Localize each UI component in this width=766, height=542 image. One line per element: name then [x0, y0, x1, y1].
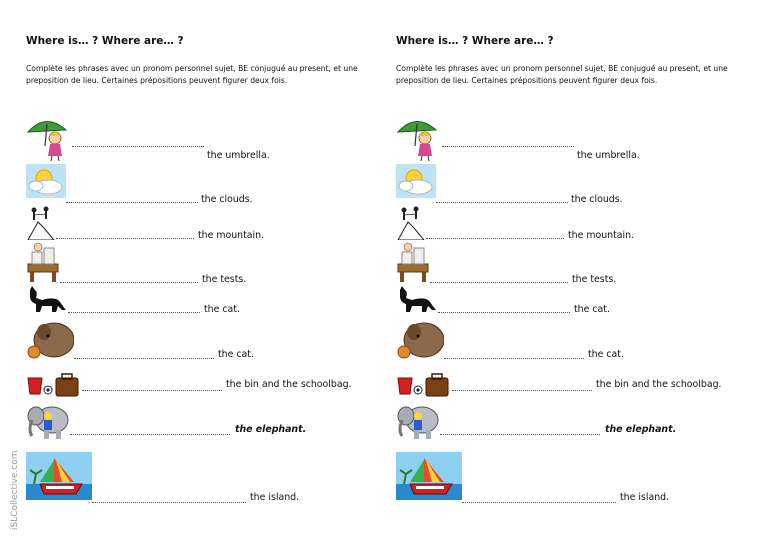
answer-text: the bin and the schoolbag. — [226, 379, 352, 390]
girl-umbrella-icon — [26, 116, 72, 162]
exercise-row — [0, 164, 370, 204]
answer-blank[interactable] — [462, 502, 616, 503]
answer-blank[interactable] — [82, 390, 222, 391]
worksheet-instructions: Complète les phrases avec un pronom personnel sujet, BE conjugué au present, et une preposition de lieu. Certaines prépositions peuvent figurer deux fois. — [396, 64, 728, 85]
student-desk-tests-icon — [26, 242, 60, 282]
answer-blank[interactable] — [444, 358, 584, 359]
answer-text: the mountain. — [198, 230, 265, 241]
bin-ball-schoolbag-icon — [26, 372, 80, 398]
sun-clouds-icon — [26, 164, 66, 198]
answer-blank[interactable] — [56, 238, 194, 239]
student-desk-tests-icon — [396, 242, 430, 282]
girl-umbrella-icon — [396, 116, 442, 162]
answer-blank[interactable] — [426, 238, 564, 239]
boat-island-icon — [396, 452, 462, 500]
exercise-row — [370, 242, 740, 285]
bin-ball-schoolbag-icon — [396, 372, 450, 398]
black-cat-icon — [396, 286, 436, 312]
climbers-mountain-icon — [26, 204, 56, 240]
dog-cat-icon — [396, 320, 444, 360]
black-cat-icon — [26, 286, 66, 312]
answer-text: the cat. — [218, 349, 254, 360]
answer-text: the mountain. — [568, 230, 635, 241]
answer-blank[interactable] — [68, 312, 200, 313]
worksheet-right — [370, 0, 740, 542]
watermark-text: iSLCollective.com — [10, 450, 20, 530]
exercise-row — [0, 320, 370, 360]
worksheet-left — [0, 0, 370, 542]
exercise-row — [370, 204, 740, 244]
answer-text: the island. — [250, 492, 300, 503]
answer-blank[interactable] — [92, 502, 246, 503]
worksheet-title: Where is… ? Where are… ? — [396, 35, 554, 47]
elephant-boy-icon — [396, 402, 440, 440]
exercise-row — [0, 452, 370, 503]
answer-text: the umbrella. — [207, 150, 270, 161]
answer-blank[interactable] — [70, 434, 230, 435]
exercise-row — [370, 164, 740, 204]
boat-island-icon — [26, 452, 92, 500]
answer-text: the umbrella. — [577, 150, 640, 161]
answer-blank[interactable] — [72, 146, 204, 147]
worksheet-instructions: Complète les phrases avec un pronom personnel sujet, BE conjugué au present, et une preposition de lieu. Certaines prépositions peuvent figurer deux fois. — [26, 64, 358, 85]
answer-text: the tests. — [202, 274, 247, 285]
exercise-row — [0, 402, 370, 442]
answer-text: the cat. — [574, 304, 610, 315]
answer-blank[interactable] — [66, 202, 198, 203]
exercise-row — [370, 116, 740, 161]
answer-text: the island. — [620, 492, 670, 503]
answer-text: the clouds. — [571, 194, 623, 205]
answer-blank[interactable] — [436, 202, 568, 203]
exercise-row — [370, 452, 740, 503]
answer-text: the cat. — [204, 304, 240, 315]
answer-text: the elephant. — [605, 424, 677, 435]
exercise-row — [0, 204, 370, 244]
answer-text: the cat. — [588, 349, 624, 360]
answer-blank[interactable] — [74, 358, 214, 359]
exercise-row — [370, 402, 740, 442]
answer-blank[interactable] — [442, 146, 574, 147]
answer-blank[interactable] — [60, 282, 198, 283]
answer-text: the tests. — [572, 274, 617, 285]
answer-blank[interactable] — [438, 312, 570, 313]
worksheet-title: Where is… ? Where are… ? — [26, 35, 184, 47]
climbers-mountain-icon — [396, 204, 426, 240]
answer-text: the clouds. — [201, 194, 253, 205]
answer-text: the bin and the schoolbag. — [596, 379, 722, 390]
dog-cat-icon — [26, 320, 74, 360]
answer-blank[interactable] — [430, 282, 568, 283]
exercise-row — [0, 116, 370, 161]
exercise-row — [370, 320, 740, 360]
elephant-boy-icon — [26, 402, 70, 440]
answer-blank[interactable] — [440, 434, 600, 435]
sun-clouds-icon — [396, 164, 436, 198]
exercise-row — [0, 242, 370, 285]
answer-text: the elephant. — [235, 424, 307, 435]
answer-blank[interactable] — [452, 390, 592, 391]
